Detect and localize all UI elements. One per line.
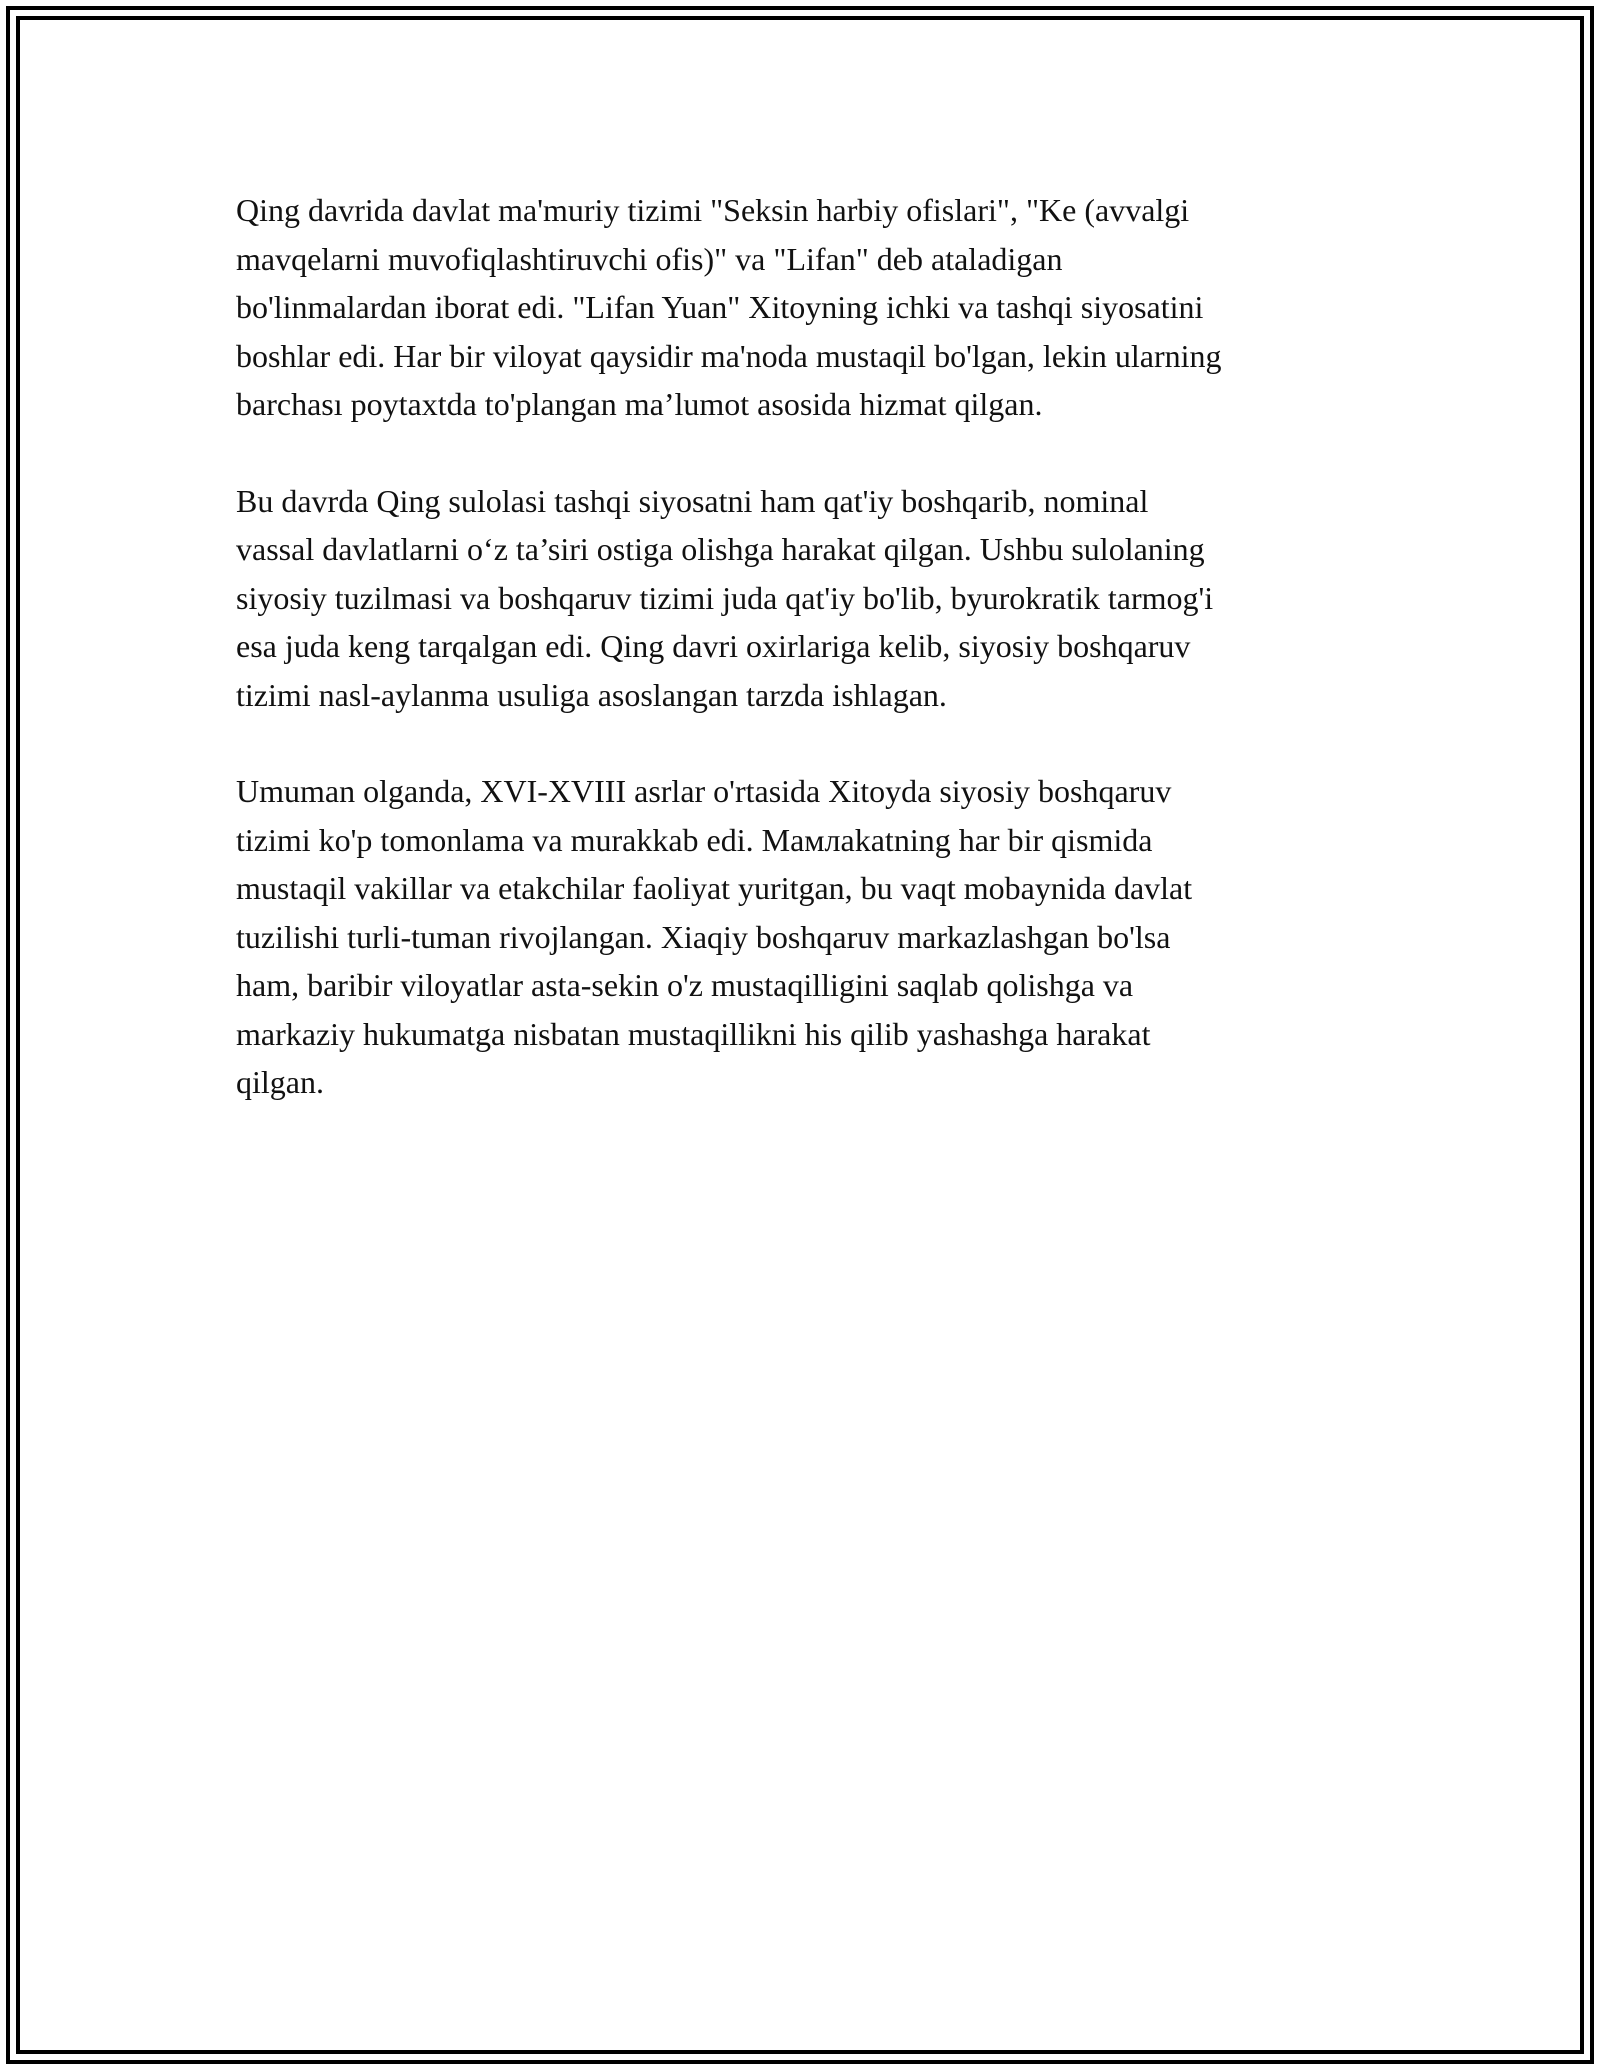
- paragraph-3: Umuman olganda, XVI-XVIII asrlar o'rtasida Xitoyda siyosiy boshqaruv tizimi ko'p tomonlama va murakkab edi. Мамлakatning har bir qismida mustaqil vakillar va etakchilar faoliyat yuritgan, bu vaqt mobaynida davlat tuzilishi turli-tuman rivojlangan. Xiaqiy boshqaruv markazlashgan bo'lsa ham, baribir viloyatlar asta-sekin o'z mustaqilligini saqlab qolishga va markaziy hukumatga nisbatan mustaqillikni his qilib yashashga harakat qilgan.: [236, 773, 1193, 1100]
- paragraph-1: Qing davrida davlat ma'muriy tizimi "Seksin harbiy ofislari", "Ke (avvalgi mavqelarni muvofiqlashtiruvchi ofis)" va "Lifan" deb ataladigan bo'linmalardan iborat edi. "Lifan Yuan" Xitoyning ichki va tashqi siyosatini boshlar edi. Har bir viloyat qaysidir ma'noda mustaqil bo'lgan, lekin ularning barchası poytaxtda to'plangan ma’lumot asosida hizmat qilgan.: [236, 192, 1222, 422]
- paragraph-2: Bu davrda Qing sulolasi tashqi siyosatni ham qat'iy boshqarib, nominal vassal davlatlarni o‘z ta’siri ostiga olishga harakat qilgan. Ushbu sulolaning siyosiy tuzilmasi va boshqaruv tizimi juda qat'iy bo'lib, byurokratik tarmog'i esa juda keng tarqalgan edi. Qing davri oxirlariga kelib, siyosiy boshqaruv tizimi nasl-aylanma usuliga asoslangan tarzda ishlagan.: [236, 482, 1214, 713]
- document-body: [236, 186, 1376, 1155]
